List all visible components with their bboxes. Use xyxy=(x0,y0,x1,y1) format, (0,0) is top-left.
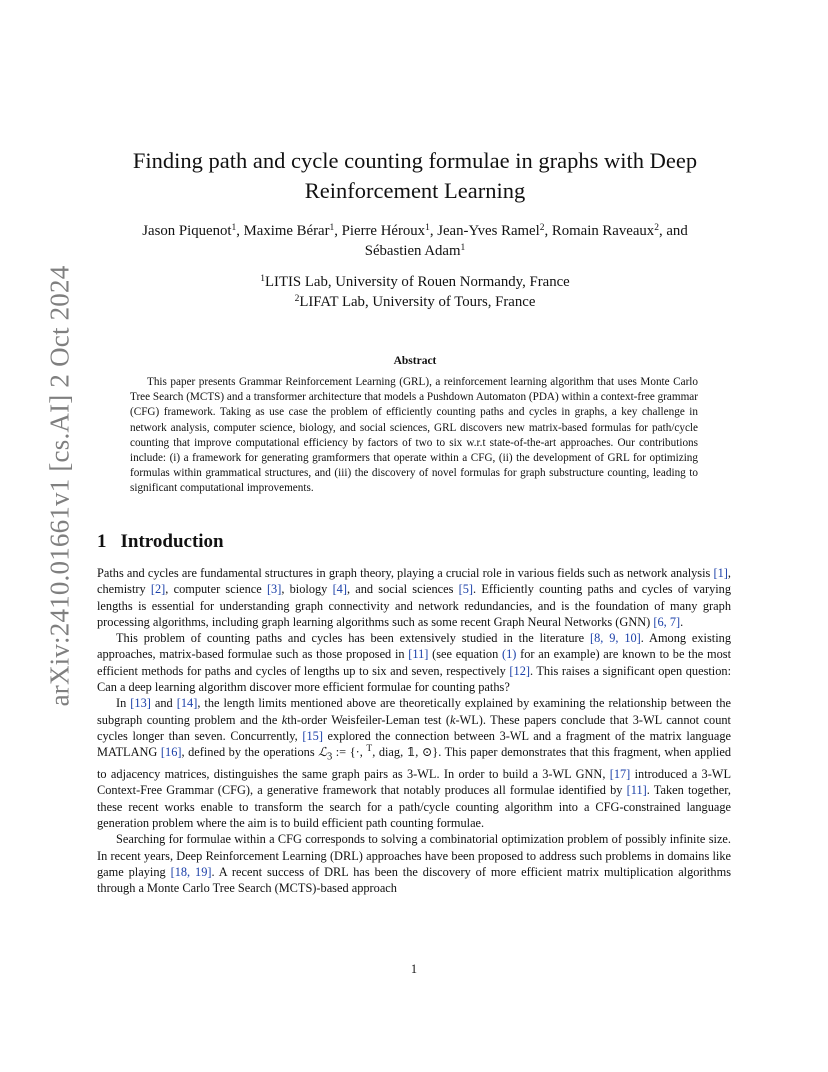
citation-link[interactable]: [1] xyxy=(713,566,728,580)
arxiv-identifier: arXiv:2410.01661v1 [cs.AI] 2 Oct 2024 xyxy=(44,265,75,707)
author-separator: , xyxy=(236,223,244,239)
affiliation-mark: 1 xyxy=(260,274,265,284)
text-run: . A recent success of DRL has been the discovery of more efficient matrix multiplication algorithms through a Monte Carlo Tree Search (MCTS)-based approach xyxy=(97,864,731,896)
affiliation-mark: 1 xyxy=(460,243,466,253)
citation-link[interactable]: [16] xyxy=(160,745,182,760)
author xyxy=(365,243,466,259)
text-run: , and social sciences xyxy=(346,582,459,597)
citation-link[interactable]: [18, 19] xyxy=(170,864,212,879)
text-run: Searching for formulae within a CFG corresponds to solving a combinatorial optimization problem of possibly infinite size. In recent years, Deep Reinforcement Learning (DRL) approaches have been proposed to address such problems in domains like game playing xyxy=(97,832,731,879)
affiliation-list xyxy=(100,272,730,312)
math-symbol: k xyxy=(449,712,456,727)
author-list xyxy=(92,221,738,261)
text-run: for an example) are known to be the most efficient methods for paths and cycles of lengths up to six and seven, respectively xyxy=(97,647,731,678)
paragraph xyxy=(97,831,731,896)
author-name: Jean-Yves Ramel xyxy=(437,223,540,239)
abstract-text: This paper presents Grammar Reinforcement Learning (GRL), a reinforcement learning algorithm that uses Monte Carlo Tree Search (MCTS) and a transformer architecture that models a Pushdown Automaton (PDA) within a context-free grammar (CFG) framework. Taking as use case the problem of efficiently counting paths and cycles in graphs, a key challenge in network analysis, computer science, biology, and social sciences, GRL discovers new matrix-based formulas for path/cycle counting that improve computational efficiency by factors of two to six w.r.t state-of-the-art approaches. Our contributions include: (i) a framework for generating gramformers that operate within a CFG, (ii) the development of GRL for optimizing formulas within grammatical structures, and (iii) the discovery of novel formulas for graph substructure counting, leading to significant computational improvements. xyxy=(130,376,698,495)
citation-link[interactable]: [15] xyxy=(302,728,323,743)
author-name: Sébastien Adam xyxy=(364,243,461,259)
citation-link[interactable]: [12] xyxy=(509,663,530,678)
page-number: 1 xyxy=(410,962,418,976)
section-number: 1 xyxy=(97,531,107,552)
text-run: (see equation xyxy=(428,647,502,662)
author-separator: , xyxy=(429,223,438,239)
text-run: In xyxy=(116,696,131,711)
text-run: := {·, xyxy=(332,745,367,760)
author xyxy=(437,223,544,239)
citation-link[interactable]: (1) xyxy=(502,647,517,662)
affiliation-mark: 1 xyxy=(231,223,237,233)
author-name: Maxime Bérar xyxy=(243,223,330,239)
citation-link[interactable]: [5] xyxy=(458,582,474,597)
math-superscript: T xyxy=(366,744,373,755)
text-run: . xyxy=(680,614,684,629)
citation-link[interactable]: [3] xyxy=(266,582,282,597)
text-run: -WL). These papers conclude that 3-WL cannot count cycles longer than seven. Concurrently, xyxy=(97,712,731,743)
text-run: th-order Weisfeiler-Leman test ( xyxy=(287,712,450,727)
author xyxy=(142,223,236,239)
author-name: Jason Piquenot xyxy=(142,223,232,239)
math-subscript: 3 xyxy=(327,751,333,763)
text-run: . Taken together, these recent works enable to transform the search for a path/cycle counting algorithm into a CFG-constrained language generation problem where the aim is to build efficient path counting formulae. xyxy=(97,783,731,830)
math-symbol: ℒ xyxy=(318,745,328,760)
citation-link[interactable]: [11] xyxy=(626,783,647,798)
text-run: and xyxy=(150,696,177,711)
author-separator: , xyxy=(544,223,552,239)
paragraph xyxy=(97,695,731,831)
affiliation-text: LIFAT Lab, University of Tours, France xyxy=(299,294,536,310)
text-run: , biology xyxy=(281,582,333,597)
text-run: , the length limits mentioned above are theoretically explained by examining the relationship between the subgraph counting problem and the xyxy=(97,696,731,727)
text-run: , computer science xyxy=(165,582,267,597)
abstract-heading: Abstract xyxy=(393,355,437,367)
introduction-body xyxy=(97,565,731,896)
section-heading xyxy=(97,531,224,553)
text-run: This problem of counting paths and cycles has been extensively studied in the literature xyxy=(116,631,590,646)
affiliation-mark: 2 xyxy=(654,223,659,233)
section-title: Introduction xyxy=(120,531,224,552)
text-run: , diag, 𝟙, ⊙}. This paper demonstrates that this fragment, when applied to adjacency matrices, distinguishes the same graph pairs as 3-WL. In order to build a 3-WL GNN, xyxy=(97,745,731,782)
paragraph xyxy=(97,630,731,695)
affiliation-mark: 2 xyxy=(294,294,300,304)
affiliation-text: LITIS Lab, University of Rouen Normandy, France xyxy=(264,274,570,290)
author-name: Romain Raveaux xyxy=(551,223,655,239)
affiliation-mark: 2 xyxy=(539,223,545,233)
text-run: introduced a 3-WL Context-Free Grammar (CFG), a generative framework that notably produces all formulae identified by xyxy=(97,767,731,798)
affiliation-mark: 1 xyxy=(329,223,335,233)
paragraph xyxy=(97,565,731,630)
text-run: . Efficiently counting paths and cycles of varying lengths is essential for understanding graph connectivity and network redundancies, and is the foundation of many graph processing algorithms, including graph learning algorithms such as some recent Graph Neural Networks (GNN) xyxy=(97,582,732,629)
text-run: Paths and cycles are fundamental structures in graph theory, playing a crucial role in various fields such as network analysis xyxy=(97,566,714,580)
author xyxy=(244,223,335,239)
text-run: explored the connection between 3-WL and a fragment of the matrix language MATLANG xyxy=(97,728,731,760)
citation-link[interactable]: [8, 9, 10] xyxy=(590,631,641,646)
author-separator: , xyxy=(334,223,342,239)
author-separator: , and xyxy=(658,223,688,239)
math-symbol: k xyxy=(281,712,288,727)
citation-link[interactable]: [6, 7] xyxy=(653,614,681,629)
affiliation xyxy=(100,292,730,312)
author xyxy=(552,223,659,239)
citation-link[interactable]: [14] xyxy=(176,696,198,711)
author xyxy=(342,223,430,239)
affiliation-mark: 1 xyxy=(425,223,430,233)
text-run: . This raises a significant open question: Can a deep learning algorithm discover more efficient formulae for counting paths? xyxy=(97,663,732,695)
paper-title: Finding path and cycle counting formulae in graphs with Deep Reinforcement Learning xyxy=(132,148,698,203)
text-run: . Among existing approaches, matrix-based formulae such as those proposed in xyxy=(97,631,731,662)
citation-link[interactable]: [11] xyxy=(408,647,429,662)
author-name: Pierre Héroux xyxy=(341,223,426,239)
citation-link[interactable]: [17] xyxy=(609,767,631,782)
text-run: , defined by the operations xyxy=(181,745,319,760)
citation-link[interactable]: [13] xyxy=(130,696,151,711)
affiliation xyxy=(100,272,730,292)
citation-link[interactable]: [2] xyxy=(150,582,166,597)
text-run: , chemistry xyxy=(97,566,731,597)
citation-link[interactable]: [4] xyxy=(332,582,347,597)
